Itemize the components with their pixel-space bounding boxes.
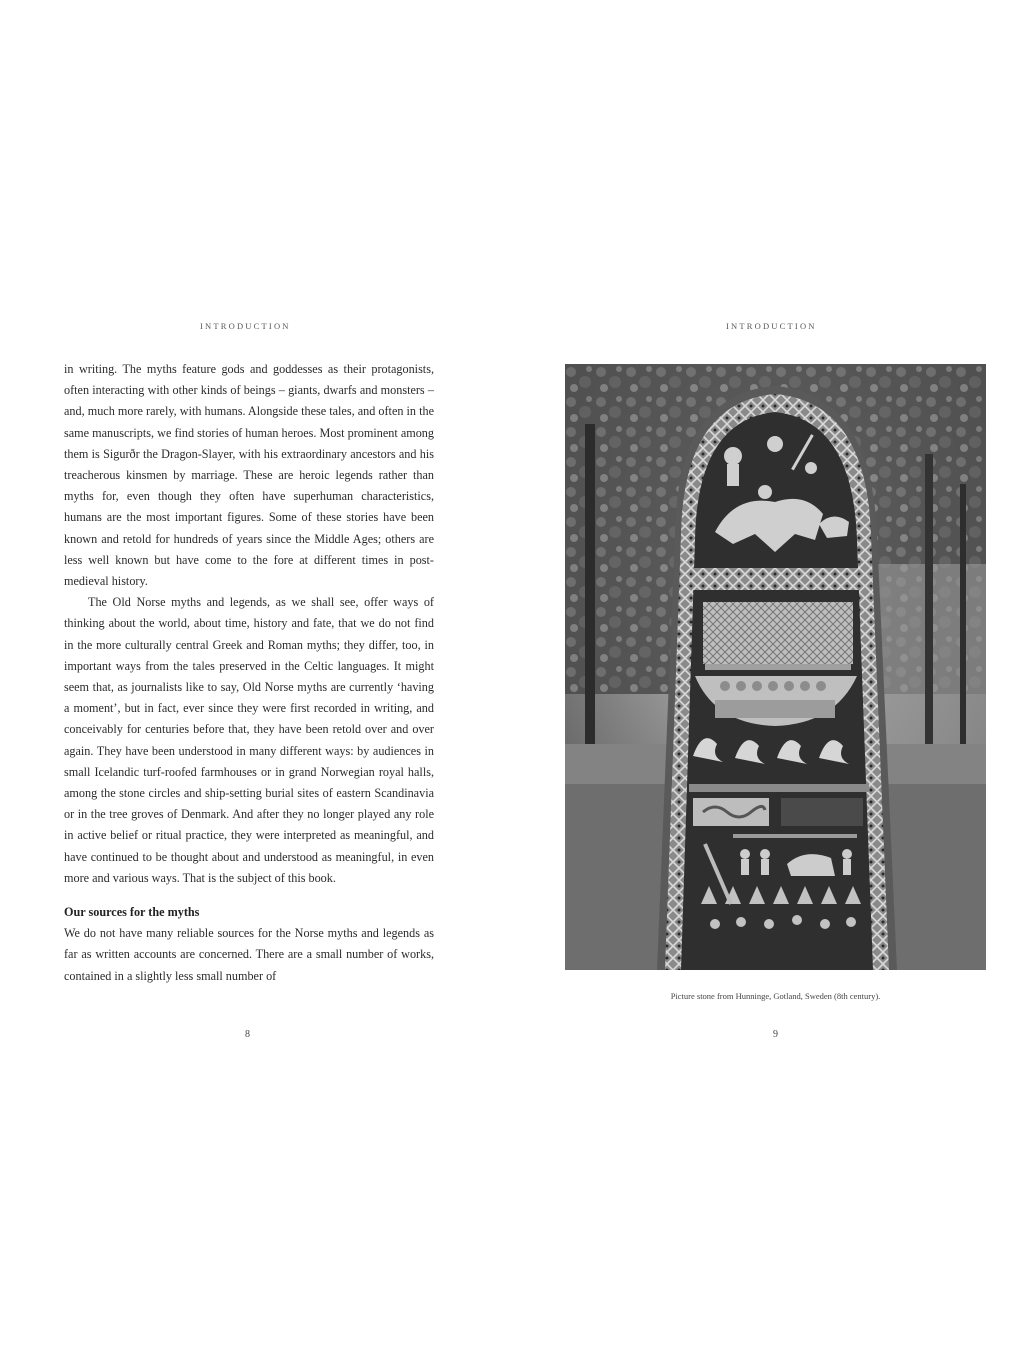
picture-stone-illustration [565,364,986,970]
page-number-right: 9 [773,1029,778,1040]
section-heading: Our sources for the myths [64,905,200,920]
picture-stone-photo [565,364,986,970]
page-number-left: 8 [245,1029,250,1040]
running-head-right: INTRODUCTION [726,321,817,331]
running-head-left: INTRODUCTION [200,321,291,331]
paragraph-1: in writing. The myths feature gods and goddesses as their protagonists, often interacting with other kinds of beings – giants, dwarfs and monsters – and, much more rarely, with humans. Alongside these tales, and often in the same manuscripts, we find stories of human heroes. Most prominent among them is Sigurðr the Dragon-Slayer, with his extraordinary ancestors and his treacherous kinsmen by marriage. These are heroic legends rather than myths for, even though they often have superhuman characteristics, humans are the most important figures. Some of these stories have been known and retold for hundreds of years since the Middle Ages; others are less well known but have come to the fore at different times in post-medieval history. [64,362,434,589]
figure-caption: Picture stone from Hunninge, Gotland, Sweden (8th century). [670,991,881,1001]
body-text [64,359,434,987]
section-paragraph: We do not have many reliable sources for the Norse myths and legends as far as written accounts are concerned. There are a small number of works, contained in a slightly less small number of [64,926,434,983]
paragraph-2: The Old Norse myths and legends, as we shall see, offer ways of thinking about the world, about time, history and fate, that we do not find in the more culturally central Greek and Roman myths; they differ, too, in important ways from the tales preserved in the Celtic languages. It might seem that, as journalists like to say, Old Norse myths are currently ‘having a moment’, but in fact, ever since they were first recorded in writing, and conceivably for centuries before that, they have been retold over and over again. They have been understood in many different ways: by audiences in small Icelandic turf-roofed farmhouses or in grand Norwegian royal halls, among the stone circles and ship-setting burial sites of eastern Scandinavia or in the tree groves of Denmark. And after they no longer played any role in active belief or ritual practice, they were interpreted as meaningful, and have continued to be thought about and understood as meaningful, in even more and various ways. That is the subject of this book. [64,595,434,885]
